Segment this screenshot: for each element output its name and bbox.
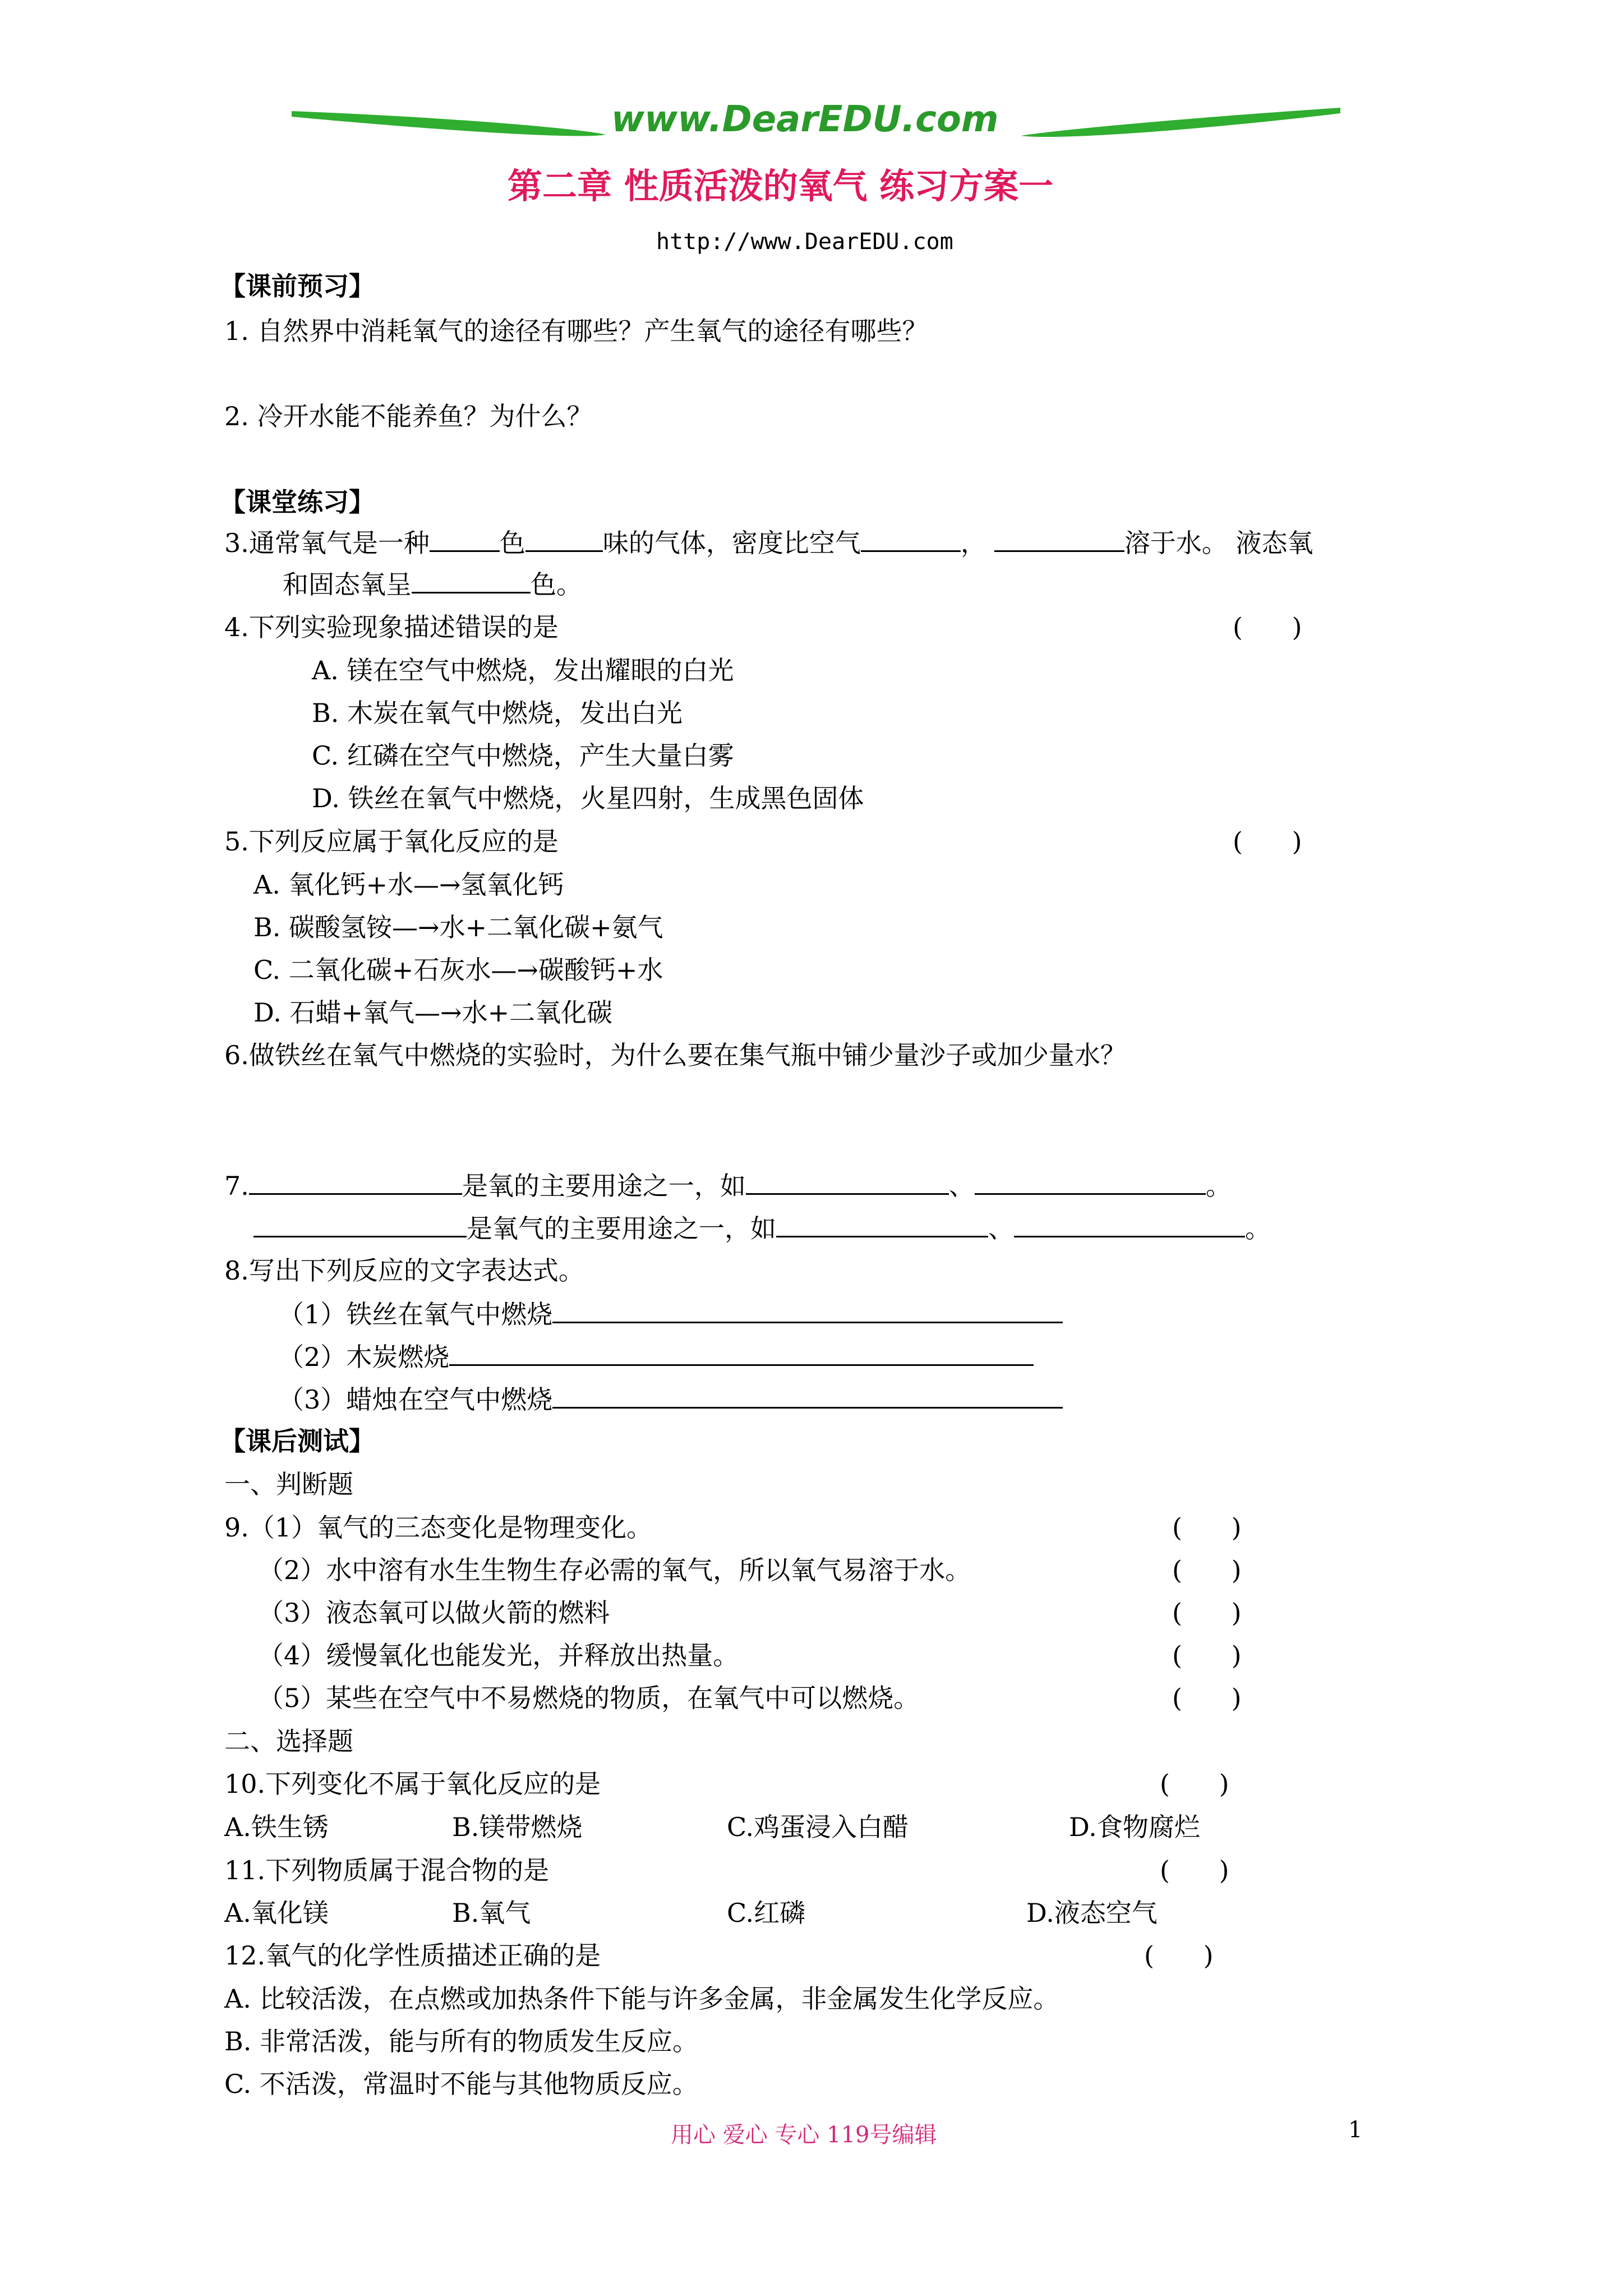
- q3-blank-density[interactable]: [861, 526, 961, 552]
- answer-paren[interactable]: ( ): [1233, 826, 1302, 857]
- section-heading-posttest: 【课后测试】: [220, 1426, 375, 1456]
- option: B. 碳酸氢铵—→水+二氧化碳+氨气: [253, 912, 663, 942]
- answer-paren[interactable]: ( ): [1144, 1940, 1214, 1971]
- section-heading-preview: 【课前预习】: [220, 271, 375, 301]
- answer-paren[interactable]: ( ): [1172, 1683, 1242, 1713]
- option: A. 镁在空气中燃烧，发出耀眼的白光: [312, 655, 734, 685]
- option: D.食物腐烂: [1069, 1812, 1200, 1842]
- q9-item: （3）液态氧可以做火箭的燃料: [258, 1598, 610, 1628]
- option: C. 红磷在空气中燃烧，产生大量白雾: [312, 740, 734, 771]
- q9-item: （5）某些在空气中不易燃烧的物质，在氧气中可以燃烧。: [258, 1683, 920, 1713]
- option: A. 氧化钙+水—→氢氧化钙: [253, 869, 564, 900]
- section-heading-classwork: 【课堂练习】: [220, 487, 375, 517]
- question-3-line2: [283, 567, 582, 601]
- option: D.液态空气: [1026, 1898, 1158, 1928]
- question-7-line1: [224, 1168, 1232, 1202]
- q3-text: 3.通常氧气是一种: [224, 528, 430, 558]
- answer-paren[interactable]: ( ): [1172, 1640, 1242, 1671]
- answer-paren[interactable]: ( ): [1160, 1769, 1229, 1799]
- q3-text: 色。: [531, 569, 582, 600]
- q9-item: 9.（1）氧气的三态变化是物理变化。: [224, 1512, 653, 1543]
- q3-text: 溶于水。 液态氧: [1124, 528, 1313, 558]
- subsection-multiple-choice: 二、选择题: [224, 1726, 353, 1756]
- q3-text: 色: [499, 528, 525, 558]
- question-4-stem: 4.下列实验现象描述错误的是: [224, 612, 559, 642]
- option: D. 石蜡+氧气—→水+二氧化碳: [253, 997, 613, 1028]
- question-1: 1. 自然界中消耗氧气的途径有哪些？产生氧气的途径有哪些？: [224, 316, 928, 346]
- q8-answer-line[interactable]: [552, 1297, 1063, 1323]
- answer-paren[interactable]: ( ): [1172, 1598, 1242, 1628]
- q8-item-label: （2）木炭燃烧: [278, 1342, 450, 1372]
- question-5-stem: 5.下列反应属于氧化反应的是: [224, 826, 559, 857]
- answer-paren[interactable]: ( ): [1172, 1555, 1242, 1585]
- q8-answer-line[interactable]: [449, 1340, 1034, 1366]
- option: B. 木炭在氧气中燃烧，发出白光: [312, 698, 683, 728]
- q7-blank[interactable]: [1014, 1211, 1245, 1237]
- option: C. 二氧化碳+石灰水—→碳酸钙+水: [253, 955, 663, 985]
- option: A.氧化镁: [224, 1898, 329, 1928]
- option: B.镁带燃烧: [452, 1812, 583, 1842]
- q7-blank[interactable]: [975, 1168, 1206, 1195]
- question-6: 6.做铁丝在氧气中燃烧的实验时，为什么要在集气瓶中铺少量沙子或加少量水？: [224, 1040, 1126, 1070]
- site-logo: www.DearEDU.com: [611, 99, 999, 140]
- question-10-stem: 10.下列变化不属于氧化反应的是: [224, 1769, 601, 1799]
- q9-item: （4）缓慢氧化也能发光，并释放出热量。: [258, 1640, 739, 1671]
- q7-text: 是氧气的主要用途之一，如: [467, 1213, 776, 1244]
- page-title: 第二章 性质活泼的氧气 练习方案一: [508, 165, 1054, 206]
- question-8-stem: 8.写出下列反应的文字表达式。: [224, 1255, 584, 1286]
- q8-item-1: [278, 1297, 1063, 1331]
- q7-text: 、: [948, 1171, 975, 1201]
- q7-text: 是氧的主要用途之一，如: [462, 1171, 746, 1201]
- q3-text: ，: [960, 528, 986, 558]
- footer-text: 用心 爱心 专心 119号编辑: [671, 2122, 937, 2148]
- question-3-line1: [224, 526, 1313, 559]
- q3-blank-liquid-color[interactable]: [412, 567, 531, 593]
- q8-item-label: （1）铁丝在氧气中燃烧: [278, 1299, 553, 1329]
- option: A.铁生锈: [224, 1812, 329, 1842]
- option: C.红磷: [727, 1898, 806, 1928]
- option: D. 铁丝在氧气中燃烧，火星四射，生成黑色固体: [312, 783, 864, 813]
- question-7-line2: [253, 1211, 1271, 1245]
- question-2: 2. 冷开水能不能养鱼？为什么？: [224, 401, 593, 431]
- option: B.氧气: [452, 1898, 531, 1928]
- q7-blank[interactable]: [253, 1211, 467, 1237]
- page-number: 1: [1348, 2117, 1363, 2143]
- option: C. 不活泼，常温时不能与其他物质反应。: [224, 2069, 698, 2099]
- q8-answer-line[interactable]: [552, 1382, 1063, 1409]
- option: A. 比较活泼，在点燃或加热条件下能与许多金属，非金属发生化学反应。: [224, 1984, 1059, 2014]
- q7-text: 。: [1205, 1171, 1232, 1201]
- q8-item-label: （3）蜡烛在空气中燃烧: [278, 1384, 553, 1415]
- q3-blank-solubility[interactable]: [994, 526, 1124, 552]
- subsection-true-false: 一、判断题: [224, 1469, 353, 1499]
- q7-blank[interactable]: [776, 1211, 988, 1237]
- q7-number: 7.: [224, 1171, 249, 1201]
- option: C.鸡蛋浸入白醋: [727, 1812, 909, 1842]
- question-11-stem: 11.下列物质属于混合物的是: [224, 1855, 550, 1885]
- q3-text: 和固态氧呈: [283, 569, 412, 600]
- site-url: http://www.DearEDU.com: [656, 229, 953, 255]
- question-12-stem: 12.氧气的化学性质描述正确的是: [224, 1940, 601, 1971]
- q8-item-2: [278, 1340, 1034, 1373]
- q3-text: 味的气体，密度比空气: [602, 528, 861, 558]
- q7-text: 、: [988, 1213, 1014, 1244]
- q3-blank-smell[interactable]: [525, 526, 603, 552]
- answer-paren[interactable]: ( ): [1160, 1855, 1229, 1885]
- q9-item: （2）水中溶有水生生物生存必需的氧气，所以氧气易溶于水。: [258, 1555, 971, 1585]
- option: B. 非常活泼，能与所有的物质发生反应。: [224, 2026, 699, 2056]
- q8-item-3: [278, 1382, 1063, 1416]
- answer-paren[interactable]: ( ): [1172, 1512, 1242, 1543]
- q7-blank[interactable]: [249, 1168, 462, 1195]
- q7-text: 。: [1245, 1213, 1271, 1244]
- answer-paren[interactable]: ( ): [1233, 612, 1302, 642]
- q7-blank[interactable]: [746, 1168, 949, 1195]
- q3-blank-color[interactable]: [430, 526, 500, 552]
